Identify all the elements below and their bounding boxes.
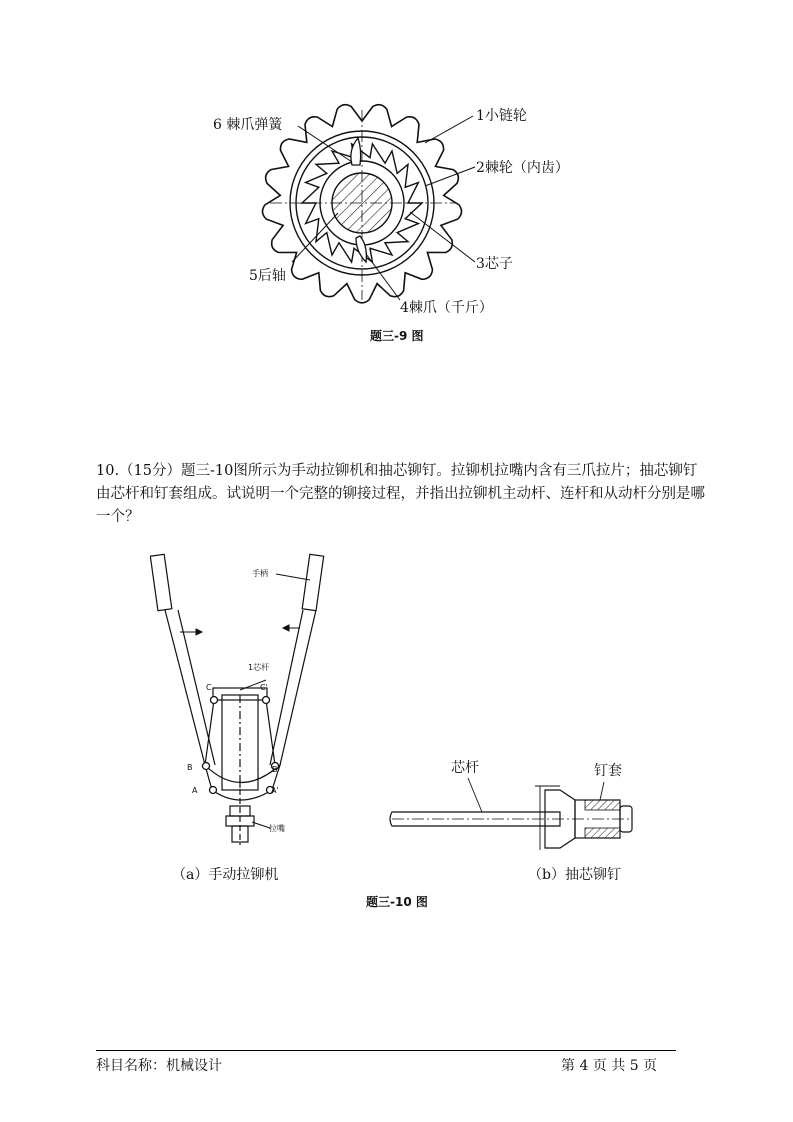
label-rear-axle: 5后轴 bbox=[249, 268, 286, 284]
label-ratchet-spring: 6 棘爪弹簧 bbox=[213, 117, 283, 133]
label-point-b: B bbox=[187, 763, 193, 772]
label-point-c: C bbox=[206, 683, 212, 692]
figure10a-caption: （a）手动拉铆机 bbox=[172, 867, 279, 883]
rivet-tool-figure bbox=[150, 548, 330, 848]
label-point-c-prime: C' bbox=[260, 683, 268, 692]
label-pawl: 4棘爪（千斤） bbox=[400, 300, 493, 316]
ratchet-sprocket-figure bbox=[240, 95, 570, 320]
label-core: 3芯子 bbox=[476, 256, 513, 272]
label-point-b-prime: B' bbox=[272, 765, 280, 774]
label-small-sprocket: 1小链轮 bbox=[476, 108, 527, 124]
label-point-a: A bbox=[192, 786, 198, 795]
label-core-rod-b: 芯杆 bbox=[451, 760, 479, 776]
label-mouth: 拉嘴 bbox=[269, 824, 285, 833]
blind-rivet-figure bbox=[385, 770, 645, 850]
footer-page-number: 第 4 页 共 5 页 bbox=[561, 1058, 658, 1074]
label-handle: 手柄 bbox=[252, 569, 268, 578]
question-10-text: 10.（15分）题三-10图所示为手动拉铆机和抽芯铆钉。拉铆机拉嘴内含有三爪拉片；抽芯铆钉由芯杆和钉套组成。试说明一个完整的铆接过程，并指出拉铆机主动杆、连杆和从动杆分别是哪一个？ bbox=[96, 463, 705, 525]
figure9-caption: 题三-9 图 bbox=[370, 329, 424, 343]
label-ratchet-inner: 2棘轮（内齿） bbox=[476, 160, 569, 176]
figure10-caption: 题三-10 图 bbox=[366, 895, 428, 909]
label-sleeve: 钉套 bbox=[594, 763, 622, 779]
label-point-a-prime: A' bbox=[271, 786, 279, 795]
figure10b-caption: （b）抽芯铆钉 bbox=[528, 867, 621, 883]
footer-rule bbox=[96, 1050, 676, 1051]
footer-subject: 科目名称：机械设计 bbox=[96, 1058, 222, 1074]
label-core-rod-a: 1芯杆 bbox=[248, 663, 270, 672]
